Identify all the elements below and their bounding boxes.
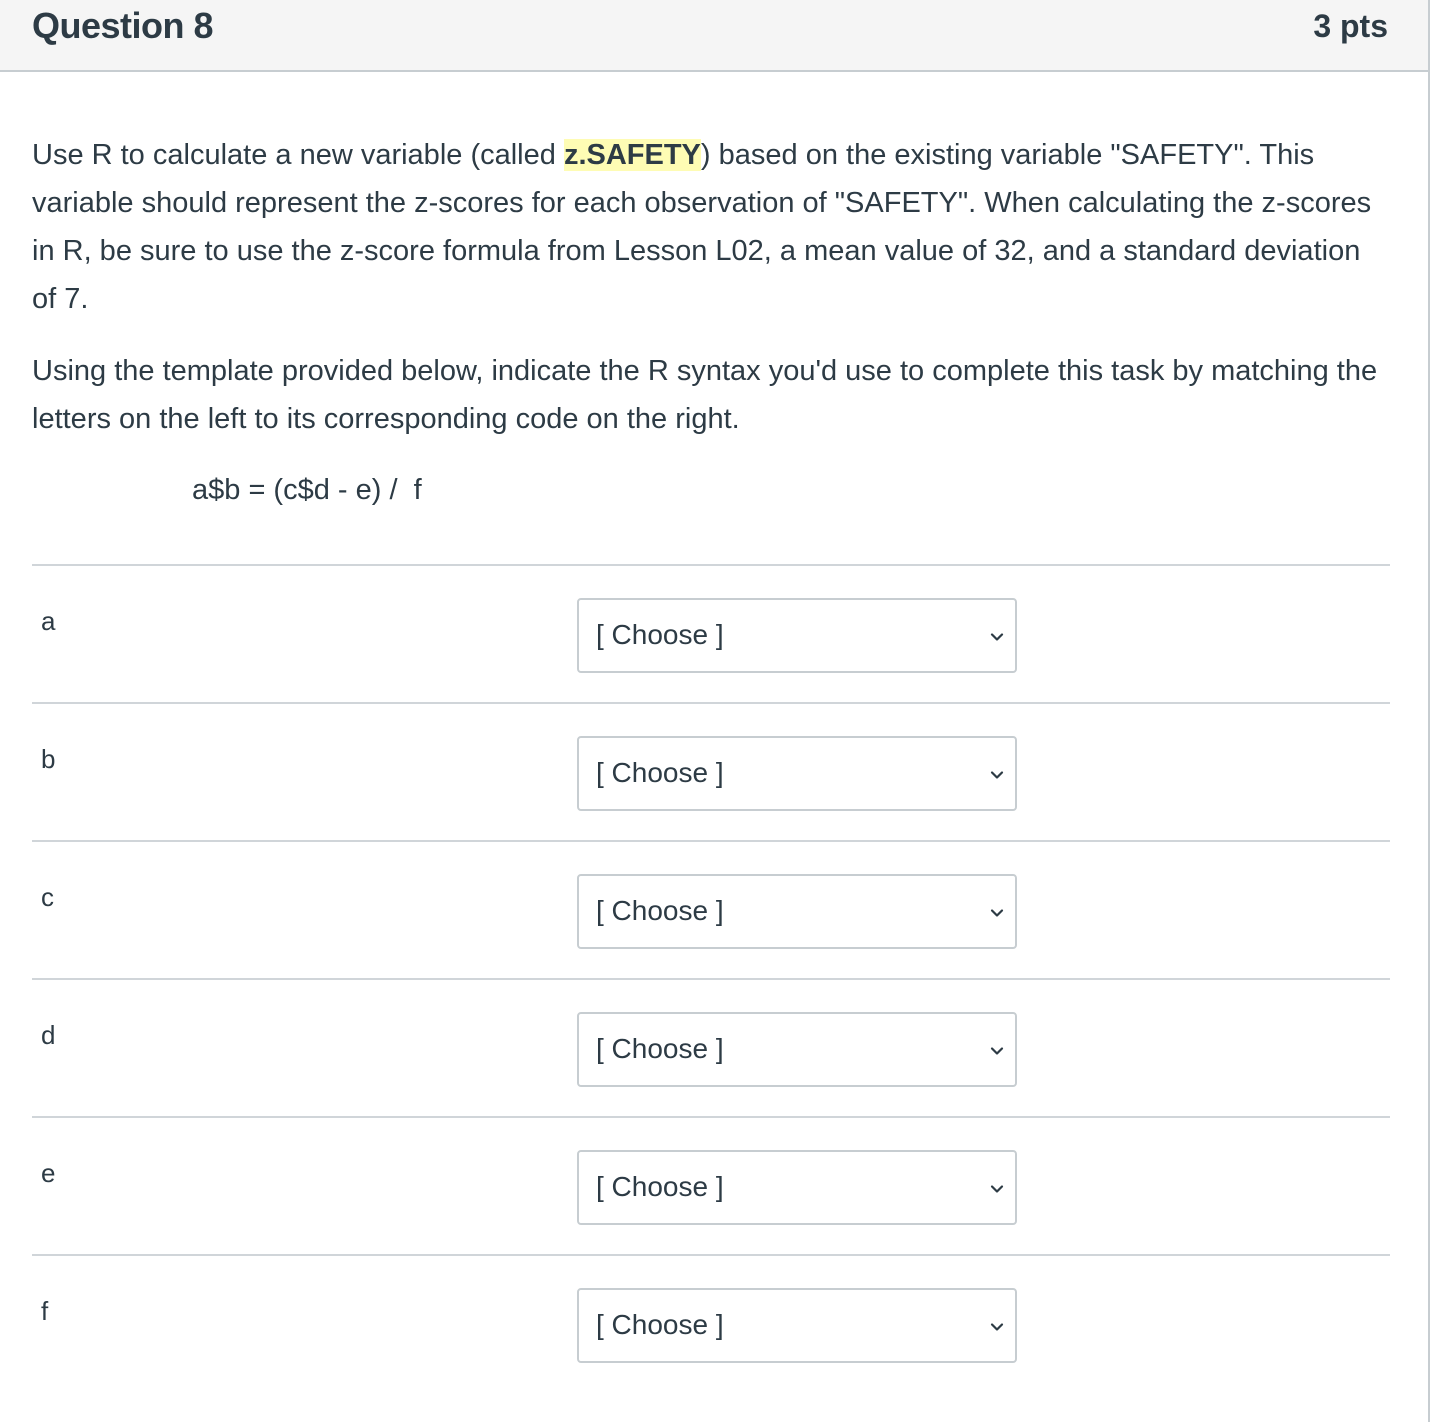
- match-row-e: [32, 1116, 1390, 1254]
- match-row-c: [32, 840, 1390, 978]
- match-row-a: [32, 564, 1390, 702]
- question-text: [32, 131, 1392, 467]
- match-label: c: [41, 882, 54, 912]
- chevron-down-icon: [989, 1043, 1005, 1059]
- select-value: [ Choose ]: [596, 757, 724, 788]
- highlighted-variable: z.SAFETY: [563, 139, 701, 171]
- instruction-paragraph: [32, 131, 1392, 323]
- answer-select[interactable]: [577, 736, 1017, 811]
- r-syntax-template: a$b = (c$d - e) / f: [192, 474, 422, 506]
- match-label: e: [41, 1158, 56, 1188]
- match-row-f: [32, 1254, 1390, 1392]
- select-value: [ Choose ]: [596, 1309, 724, 1340]
- select-value: [ Choose ]: [596, 619, 724, 650]
- instruction-text-start: Use R to calculate a new variable (called: [32, 139, 564, 171]
- question-header: [0, 0, 1428, 72]
- answer-select[interactable]: [577, 1012, 1017, 1087]
- answer-select[interactable]: [577, 1150, 1017, 1225]
- answer-select[interactable]: [577, 598, 1017, 673]
- match-label: a: [41, 606, 56, 636]
- answer-select[interactable]: [577, 874, 1017, 949]
- match-row-d: [32, 978, 1390, 1116]
- match-label: d: [41, 1020, 56, 1050]
- chevron-down-icon: [989, 1319, 1005, 1335]
- match-label: f: [41, 1296, 49, 1326]
- select-value: [ Choose ]: [596, 1171, 724, 1202]
- question-points: 3 pts: [1313, 8, 1388, 44]
- select-value: [ Choose ]: [596, 895, 724, 926]
- match-row-b: [32, 702, 1390, 840]
- template-instructions: Using the template provided below, indicate the R syntax you'd use to complete this task by matching the letters on the left to its corresponding code on the right.: [32, 355, 1378, 435]
- select-value: [ Choose ]: [596, 1033, 724, 1064]
- chevron-down-icon: [989, 629, 1005, 645]
- chevron-down-icon: [989, 767, 1005, 783]
- match-label: b: [41, 744, 56, 774]
- question-title: Question 8: [32, 5, 214, 46]
- chevron-down-icon: [989, 905, 1005, 921]
- answer-select[interactable]: [577, 1288, 1017, 1363]
- chevron-down-icon: [989, 1181, 1005, 1197]
- instruction-text-end: ) based on the existing variable "SAFETY". This variable should represent the z-scores for each observation of "SAFETY". When calculating the z-scores in R, be sure to use the z-score formula from Lesson L02, a mean value of 32, and a standard deviation of 7.: [32, 139, 1372, 315]
- matching-table: [32, 564, 1390, 1392]
